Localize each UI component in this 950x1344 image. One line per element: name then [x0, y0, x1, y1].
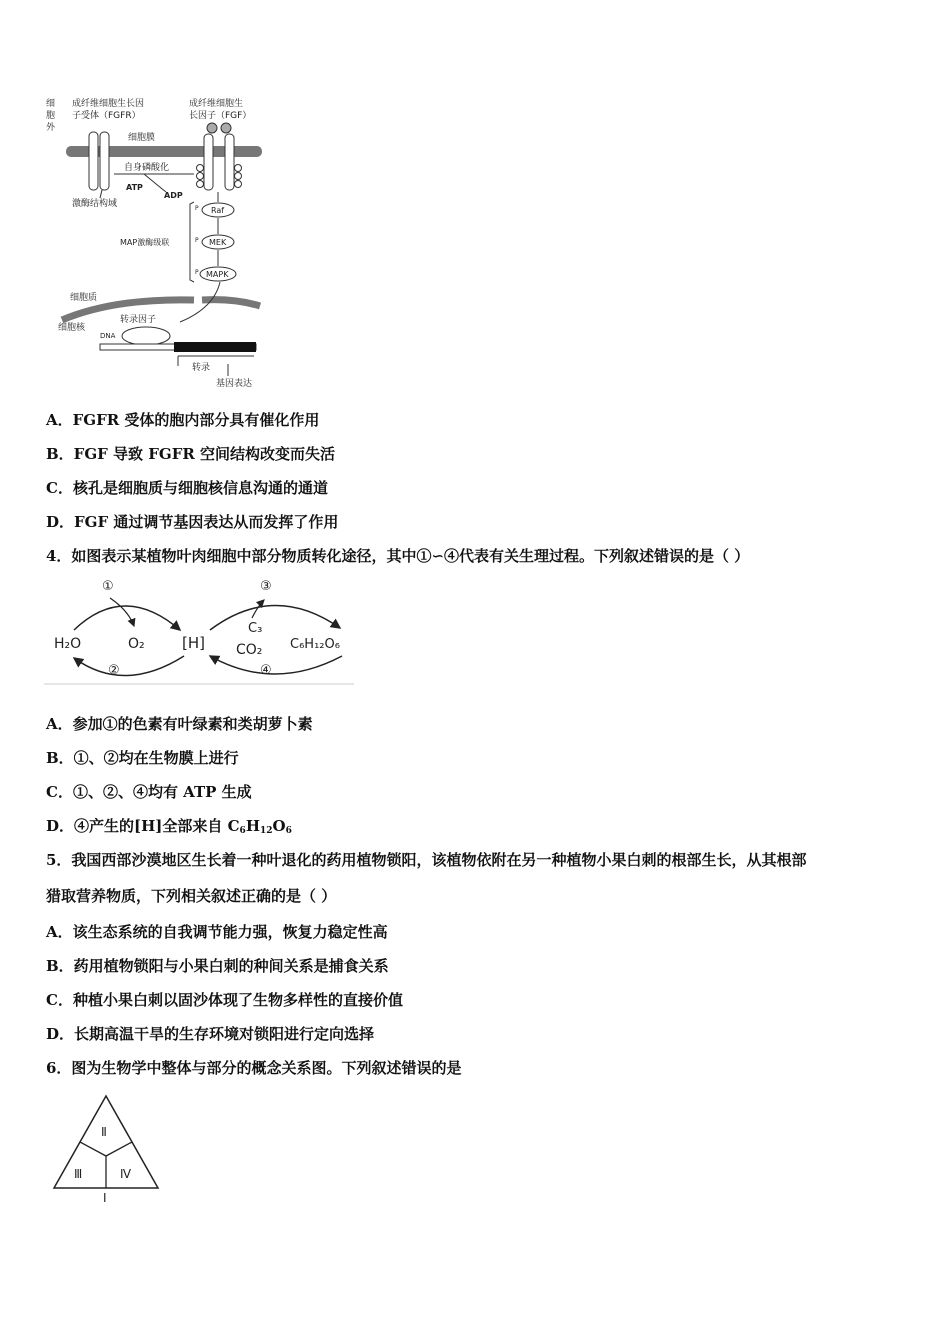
q5-option-c: C．种植小果白刺以固沙体现了生物多样性的直接价值 — [46, 991, 403, 1009]
nucleus-label: 细胞核 — [58, 323, 86, 333]
fgfr-label: 成纤维细胞生长因 — [72, 99, 145, 109]
q5-option-d: D．长期高温干旱的生存环境对锁阳进行定向选择 — [46, 1025, 375, 1043]
arrow-process-4 — [210, 656, 342, 674]
q4-option-d: D．④产生的[H]全部来自 $C_6H_{12}O_6$ — [46, 817, 292, 836]
svg-text:胞: 胞 — [46, 111, 56, 121]
process-1-label: ① — [102, 579, 114, 594]
transcription-label: 转录 — [192, 363, 211, 373]
process-4-label: ④ — [260, 663, 272, 678]
q5-stem-line2: 猎取营养物质，下列相关叙述正确的是（ ） — [46, 887, 337, 905]
autophos-label: 自身磷酸化 — [124, 163, 170, 173]
svg-text:外: 外 — [46, 123, 56, 133]
co2-label: CO₂ — [236, 642, 263, 658]
tf-label: 转录因子 — [120, 315, 157, 325]
q3-option-c: C．核孔是细胞质与细胞核信息沟通的通道 — [46, 479, 328, 497]
h2o-label: H₂O — [54, 636, 82, 652]
svg-text:P: P — [195, 237, 199, 244]
q6-stem: 6．图为生物学中整体与部分的概念关系图。下列叙述错误的是 — [46, 1059, 462, 1077]
q4-option-b: B．①、②均在生物膜上进行 — [46, 749, 239, 767]
cascade-label: MAP激酶级联 — [120, 238, 170, 247]
q3-option-d: D．FGF 通过调节基因表达从而发挥了作用 — [46, 513, 339, 531]
mapk-label: MAPK — [206, 270, 229, 279]
membrane-label: 细胞膜 — [128, 133, 156, 143]
fgf-signaling-figure — [44, 94, 268, 390]
region-i-label: Ⅰ — [103, 1191, 107, 1205]
outside-label: 细 — [46, 99, 56, 109]
q5-option-b: B．药用植物锁阳与小果白刺的种间关系是捕食关系 — [46, 957, 389, 975]
q4-option-a: A．参加①的色素有叶绿素和类胡萝卜素 — [46, 715, 313, 733]
svg-text:长因子（FGF）: 长因子（FGF） — [189, 111, 252, 121]
cytoplasm-label: 细胞质 — [70, 293, 98, 303]
fgf-ligand — [207, 123, 217, 133]
photosynthesis-cycle-figure — [44, 574, 356, 688]
arrow-process-3 — [210, 605, 340, 630]
q3-option-a: A．FGFR 受体的胞内部分具有催化作用 — [46, 411, 320, 429]
svg-text:P: P — [195, 269, 199, 276]
svg-text:子受体（FGFR）: 子受体（FGFR） — [72, 111, 141, 121]
q4-stem: 4．如图表示某植物叶肉细胞中部分物质转化途径，其中①∽④代表有关生理过程。下列叙述错误的是（ ） — [46, 547, 750, 565]
glucose-label: C₆H₁₂O₆ — [290, 637, 340, 652]
dna-label: DNA — [100, 332, 116, 340]
atp-label: ATP — [126, 183, 143, 192]
arrow-process-2 — [74, 656, 184, 676]
q5-stem-line1: 5．我国西部沙漠地区生长着一种叶退化的药用植物锁阳，该植物依附在另一种植物小果白刺的根部生长，从其根部 — [46, 851, 807, 869]
mek-label: MEK — [209, 238, 227, 247]
process-2-label: ② — [108, 663, 120, 678]
arrow-process-1 — [74, 606, 180, 630]
adp-label: ADP — [164, 191, 183, 200]
q5-option-a: A．该生态系统的自我调节能力强，恢复力稳定性高 — [46, 923, 388, 941]
q4-option-c: C．①、②、④均有 ATP 生成 — [46, 783, 252, 801]
fgf-label: 成纤维细胞生 — [189, 99, 244, 109]
nadph-label: [H] — [182, 634, 205, 652]
q3-option-b: B．FGF 导致 FGFR 空间结构改变而失活 — [46, 445, 336, 463]
region-iv-label: Ⅳ — [120, 1167, 132, 1181]
region-iii-label: Ⅲ — [74, 1167, 83, 1181]
o2-label: O₂ — [128, 636, 145, 652]
svg-text:P: P — [195, 205, 199, 212]
raf-label: Raf — [211, 206, 225, 215]
process-3-label: ③ — [260, 579, 272, 594]
concept-triangle-figure — [50, 1092, 162, 1206]
region-ii-label: Ⅱ — [101, 1125, 107, 1139]
transcription-factor — [122, 327, 170, 345]
kinase-domain-label: 激酶结构域 — [72, 199, 118, 209]
c3-label: C₃ — [248, 621, 263, 636]
expression-label: 基因表达 — [216, 379, 253, 389]
